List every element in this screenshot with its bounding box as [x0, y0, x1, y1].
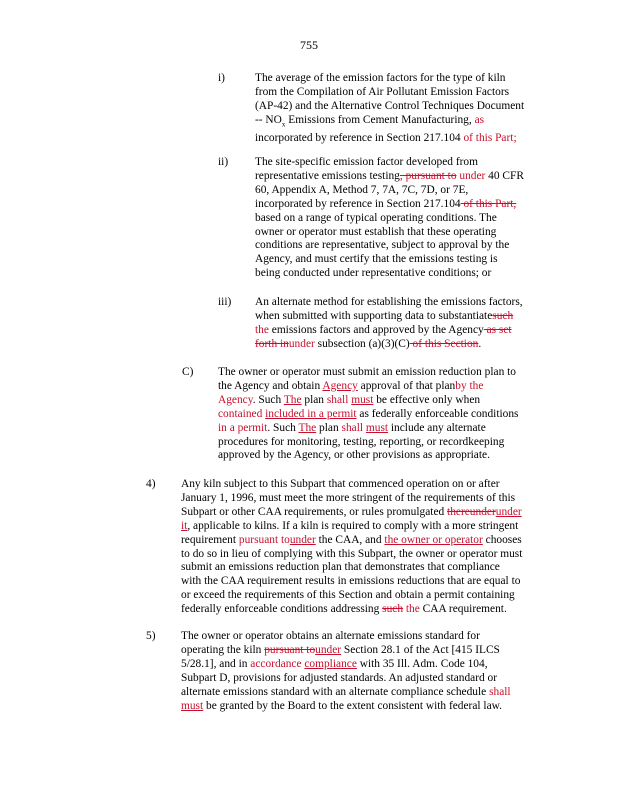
text-line: alternate emissions standard with an alternate compliance schedule shall	[181, 685, 511, 698]
deleted-text: of this Section	[409, 337, 479, 350]
text-line: approved by the Agency, or other provisions as appropriate.	[218, 449, 490, 462]
inserted-text: under	[315, 643, 342, 656]
text-line: being conducted under representative conditions; or	[255, 267, 492, 280]
text-line: or exceed the requirements of this Section and obtain a permit containing	[181, 589, 515, 602]
inserted-text: under	[495, 505, 522, 518]
text-line: to do so in lieu of complying with this Subpart, the owner or operator must	[181, 547, 523, 560]
text-line: owner or operator must establish that these operating	[255, 225, 497, 238]
text-line: it, applicable to kilns. If a kiln is required to comply with a more stringent	[181, 519, 519, 532]
inserted-text: Agency	[218, 393, 253, 406]
text-line: 60, Appendix A, Method 7, 7A, 7C, 7D, or 7E,	[255, 183, 469, 196]
inserted-text: shall	[489, 685, 511, 698]
inserted-text: accordance	[250, 657, 302, 670]
text-line: in a permit. Such The plan shall must include any alternate	[218, 421, 486, 434]
inserted-text: shall	[326, 393, 349, 406]
inserted-text: of this Part;	[463, 131, 517, 144]
item-ii-label: ii)	[218, 156, 229, 168]
text-line: Subpart or other CAA requirements, or rules promulgated thereunderunder	[181, 505, 522, 518]
text-line: Agency, and must certify that the emissions testing is	[255, 253, 498, 266]
deleted-text: as set	[483, 323, 512, 336]
text-line: The owner or operator obtains an alternate emissions standard for	[181, 630, 480, 642]
text-line: the emissions factors and approved by the Agency as set	[255, 323, 512, 336]
text-line: representative emissions testing, pursuant to under 40 CFR	[255, 169, 524, 182]
text-line: requirement pursuant tounder the CAA, and the owner or operator chooses	[181, 533, 522, 546]
text-line: when submitted with supporting data to substantiatesuch	[255, 309, 514, 322]
inserted-text: as	[474, 113, 485, 126]
text-line: federally enforceable conditions addressing such the CAA requirement.	[181, 603, 507, 616]
text-line: Subpart D, provisions for adjusted standards. An adjusted standard or	[181, 671, 498, 684]
inserted-text: under	[456, 169, 486, 182]
text-line: incorporated by reference in Section 217.104 of this Part;	[255, 131, 517, 144]
text-line: Agency. Such The plan shall must be effective only when	[218, 393, 481, 406]
inserted-text: pursuant to	[238, 533, 290, 546]
inserted-text: must	[351, 393, 374, 406]
inserted-text: contained	[218, 407, 263, 420]
inserted-text: The	[283, 393, 302, 406]
text-line: with the CAA requirement results in emissions reductions that are equal to	[181, 575, 521, 588]
text-line: January 1, 1996, must meet the more stringent of the requirements of this	[181, 491, 516, 504]
deleted-text: forth in	[255, 337, 289, 350]
text-line: forth inunder subsection (a)(3)(C) of this Section.	[255, 337, 482, 350]
item-5-label: 5)	[146, 630, 156, 642]
text-line: -- $NO_x$ Emissions from Cement Manufacturing, as	[255, 113, 485, 128]
deleted-text: such	[382, 603, 404, 616]
text-line: 5/28.1], and in accordance compliance with 35 Ill. Adm. Code 104,	[181, 657, 488, 670]
text-line: contained included in a permit as federally enforceable conditions	[218, 407, 519, 420]
inserted-text: compliance	[304, 657, 357, 670]
deleted-text: , pursuant to	[399, 169, 457, 182]
deleted-text: pursuant to	[264, 643, 316, 656]
text-line: based on a range of typical operating conditions. The	[255, 211, 497, 224]
deleted-text: such	[492, 309, 514, 322]
item-iii-label: iii)	[218, 296, 232, 308]
inserted-text: must	[365, 421, 389, 434]
text-line: must be granted by the Board to the extent consistent with federal law.	[181, 699, 502, 712]
text-line: The site-specific emission factor developed from	[255, 156, 478, 168]
text-line: Any kiln subject to this Subpart that commenced operation on or after	[181, 478, 500, 490]
inserted-text: shall	[341, 421, 364, 434]
inserted-text: by the	[455, 379, 484, 392]
text-line: The average of the emission factors for the type of kiln	[255, 72, 506, 84]
text-line: submit an emissions reduction plan that demonstrates that compliance	[181, 561, 500, 574]
deleted-text: thereunder	[447, 505, 496, 518]
item-C-label: C)	[182, 366, 194, 378]
inserted-text: The	[298, 421, 317, 434]
text-line: procedures for monitoring, testing, reporting, or recordkeeping	[218, 435, 505, 448]
text-line: conditions are representative, subject to approval by the	[255, 239, 510, 252]
text-line: from the Compilation of Air Pollutant Emission Factors	[255, 85, 510, 98]
text-line: the Agency and obtain Agency approval of that planby the	[218, 379, 484, 392]
inserted-text: the	[255, 323, 269, 336]
item-i-label: i)	[218, 72, 225, 84]
inserted-text: included in a permit	[265, 407, 357, 420]
page-number: 755	[300, 38, 318, 52]
deleted-text: of this Part,	[460, 197, 517, 210]
inserted-text: under	[288, 337, 315, 350]
inserted-text: under	[289, 533, 316, 546]
text-line: incorporated by reference in Section 217.104 of this Part,	[255, 197, 517, 210]
item-4-label: 4)	[146, 478, 156, 490]
text-line: The owner or operator must submit an emission reduction plan to	[218, 366, 516, 378]
inserted-text: Agency	[322, 379, 358, 392]
inserted-text: it	[181, 519, 188, 532]
inserted-text: in a permit	[218, 421, 268, 434]
inserted-text: the	[403, 603, 420, 616]
text-line: (AP-42) and the Alternative Control Techniques Document	[255, 99, 525, 112]
text-line: operating the kiln pursuant tounder Section 28.1 of the Act [415 ILCS	[181, 643, 500, 656]
inserted-text: the owner or operator	[384, 533, 483, 546]
text-line: An alternate method for establishing the emissions factors,	[255, 296, 523, 308]
inserted-text: must	[181, 699, 204, 712]
